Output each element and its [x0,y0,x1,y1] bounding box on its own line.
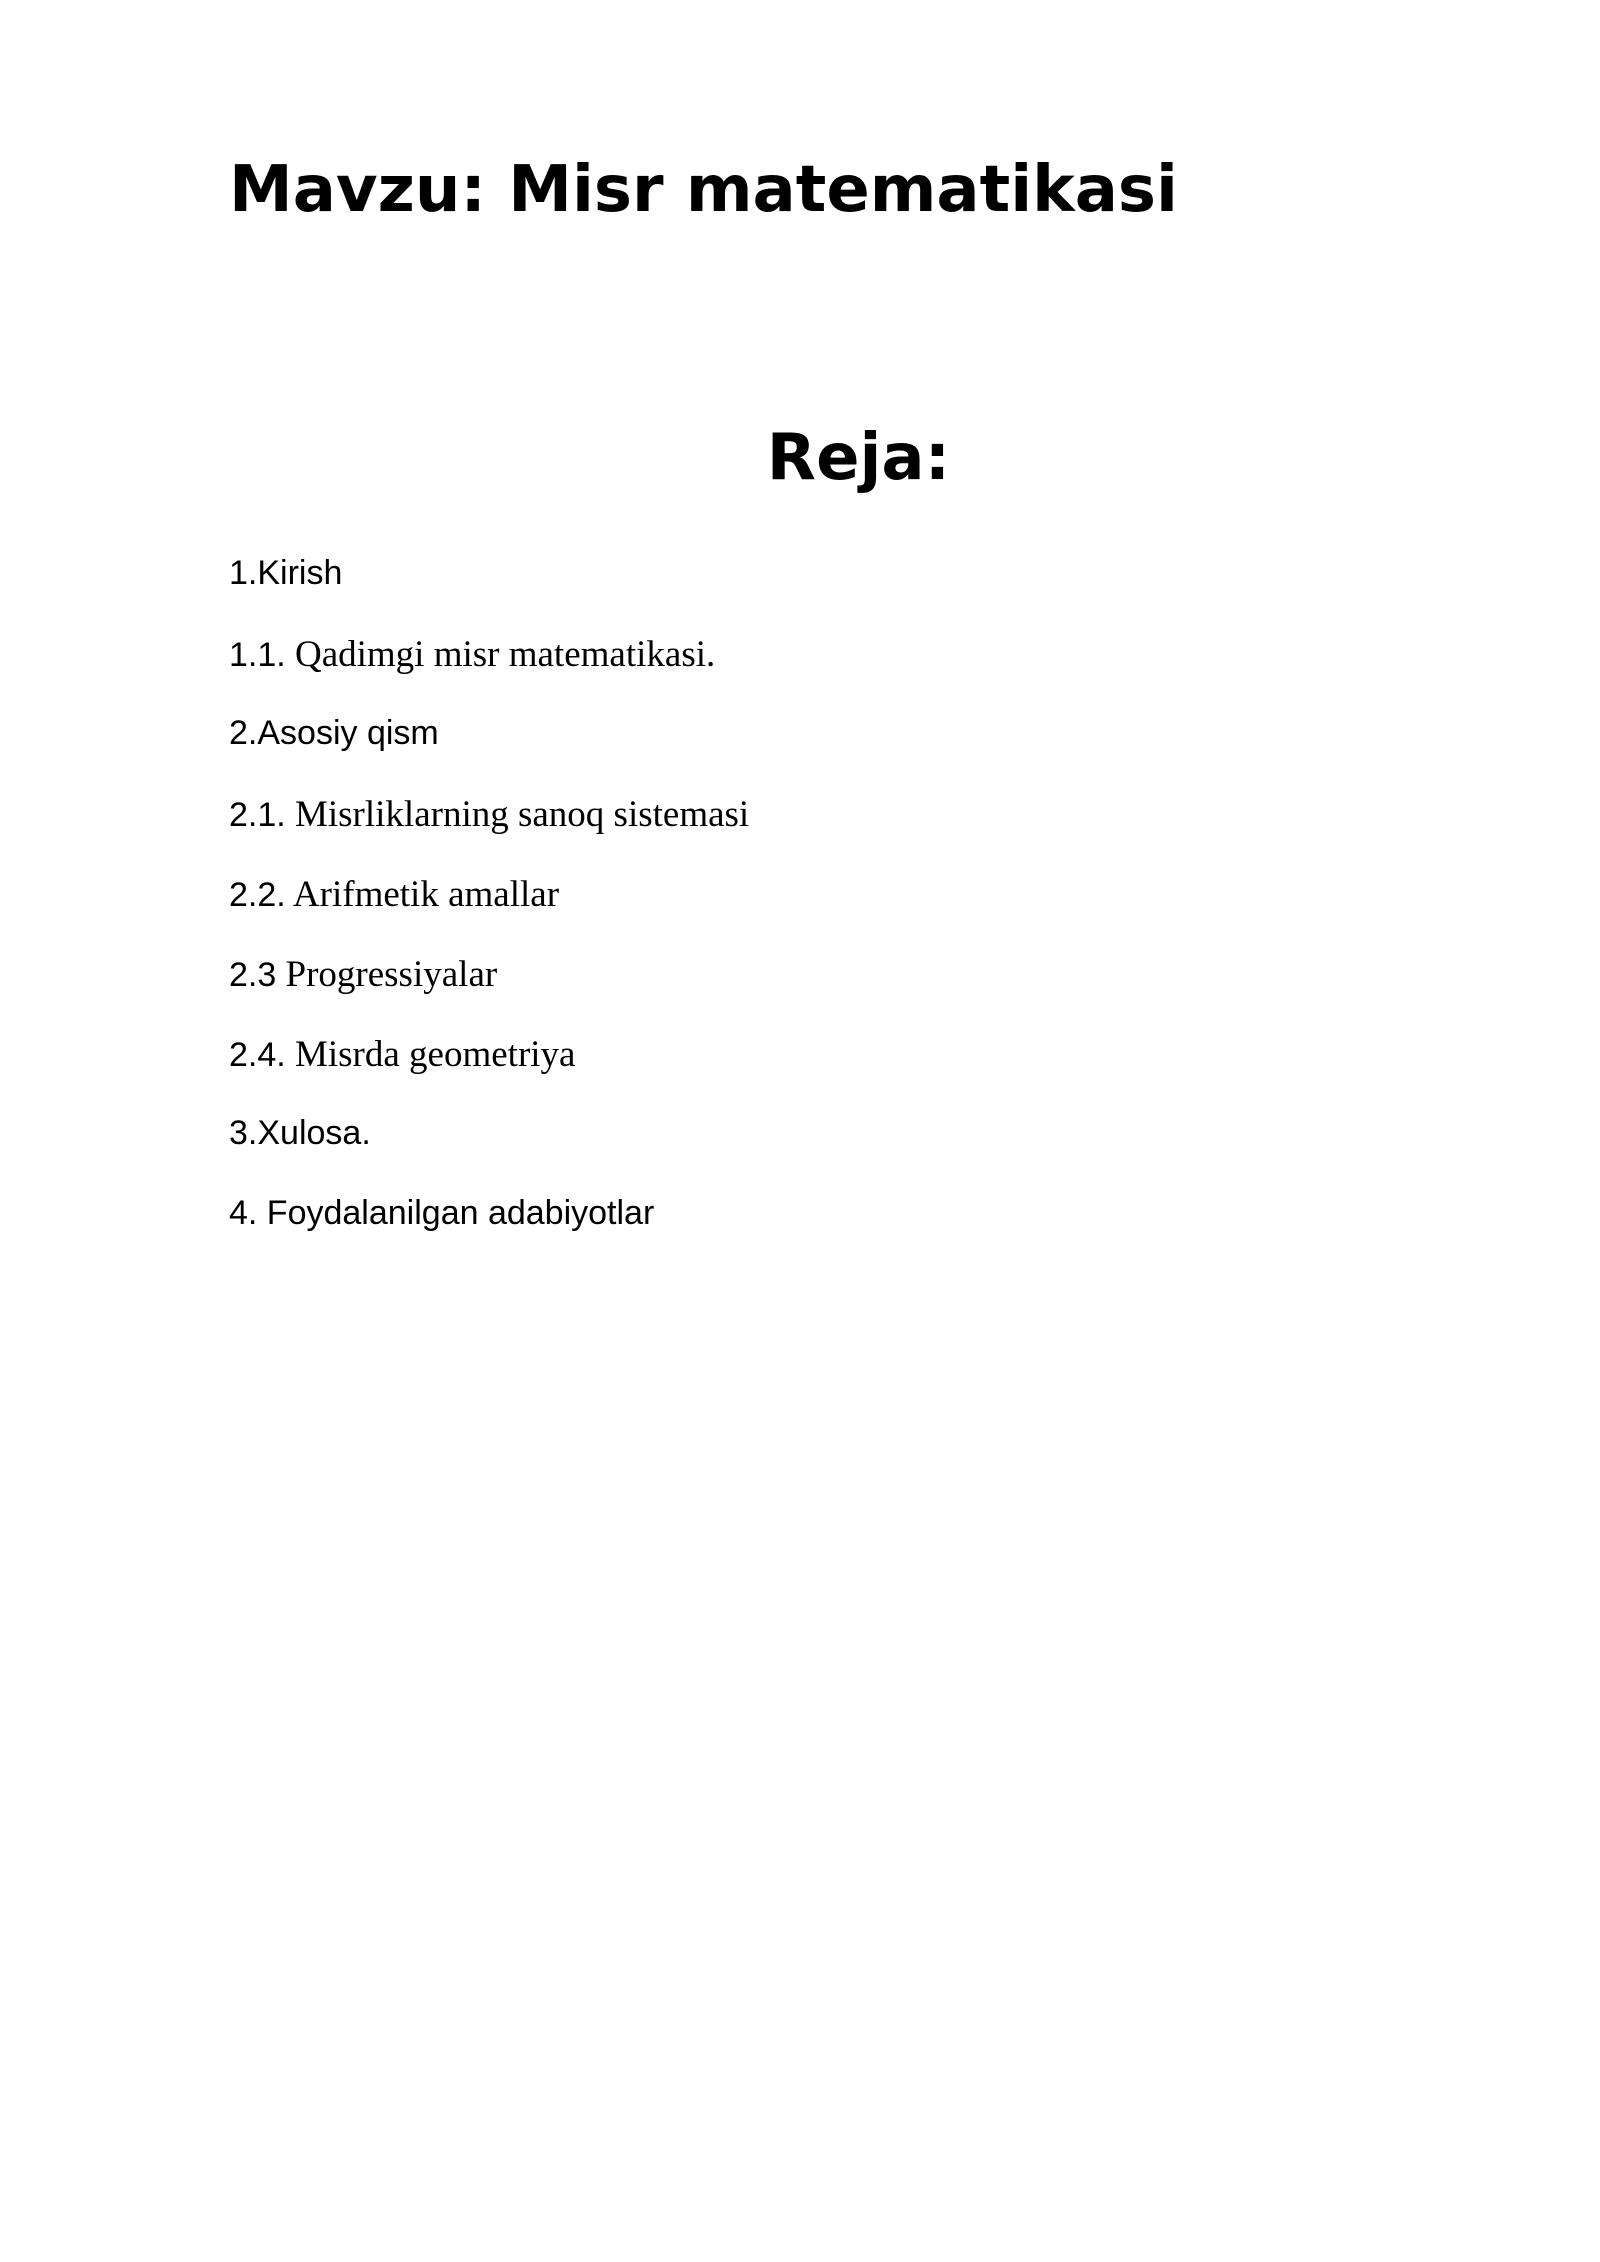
plan-item-number: 2.3 [229,956,277,994]
plan-item-number: 3. [229,1114,258,1152]
plan-item-number: 4. [229,1194,258,1232]
plan-item-number: 2.4. [229,1036,286,1074]
plan-item-text: Progressiyalar [276,954,498,995]
plan-item-geometriya [229,1033,575,1077]
plan-item-text: Xulosa. [257,1114,371,1152]
plan-item-xulosa [229,1113,371,1155]
plan-item-text: Foydalanilgan adabiyotlar [257,1194,655,1232]
plan-item-progressiyalar [229,953,497,997]
plan-item-number: 1. [229,554,258,592]
plan-item-text: Misrliklarning sanoq sistemasi [285,794,750,835]
plan-item-text: Asosiy qism [257,714,439,752]
plan-item-text: Qadimgi misr matematikasi. [285,634,716,675]
plan-item-number: 1.1. [229,636,286,674]
plan-item-text: Kirish [257,554,343,592]
plan-item-number: 2.2. [229,876,286,914]
plan-item-adabiyotlar [229,1193,654,1235]
document-title: Mavzu: Misr matematikasi [229,153,1178,227]
plan-item-text: Arifmetik amallar [285,874,560,915]
plan-item-qadimgi-misr [229,633,715,677]
plan-item-sanoq-sistemasi [229,793,749,837]
plan-item-asosiy-qism [229,713,439,755]
plan-item-text: Misrda geometriya [285,1034,576,1075]
plan-heading: Reja: [766,421,951,495]
plan-item-kirish [229,553,342,595]
plan-item-number: 2. [229,714,258,752]
plan-item-arifmetik-amallar [229,873,559,917]
plan-item-number: 2.1. [229,796,286,834]
